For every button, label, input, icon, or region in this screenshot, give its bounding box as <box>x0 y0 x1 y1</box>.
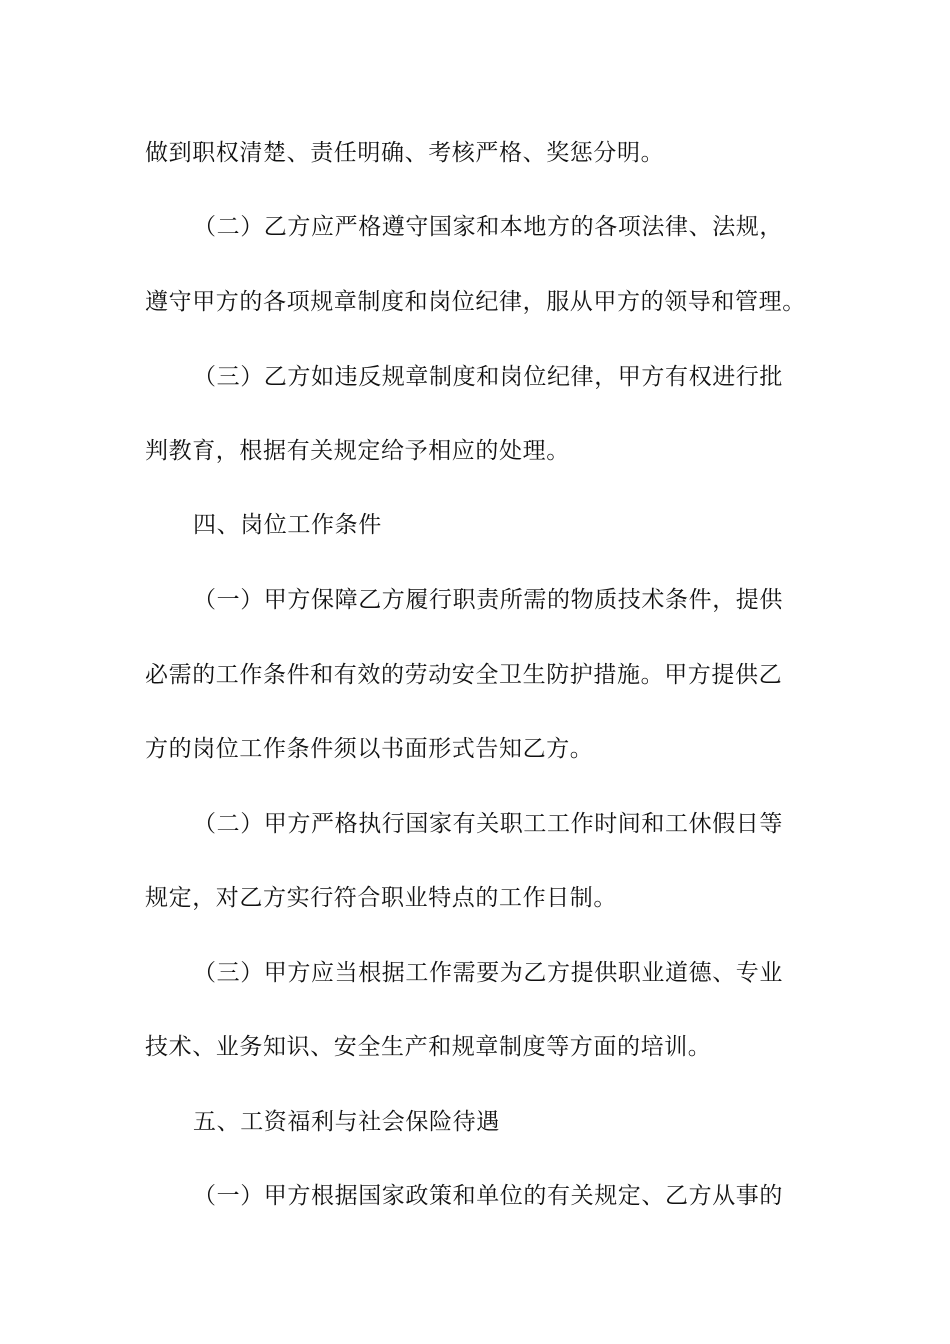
paragraph-line-2: （二）乙方应严格遵守国家和本地方的各项法律、法规， <box>193 214 783 240</box>
paragraph-line-15: （一）甲方根据国家政策和单位的有关规定、乙方从事的 <box>193 1183 783 1209</box>
paragraph-line-8: 必需的工作条件和有效的劳动安全卫生防护措施。甲方提供乙 <box>145 662 783 688</box>
paragraph-line-12: （三）甲方应当根据工作需要为乙方提供职业道德、专业 <box>193 960 783 986</box>
paragraph-line-13: 技术、业务知识、安全生产和规章制度等方面的培训。 <box>145 1034 712 1060</box>
paragraph-line-5: 判教育，根据有关规定给予相应的处理。 <box>145 438 570 464</box>
paragraph-line-1: 做到职权清楚、责任明确、考核严格、奖惩分明。 <box>145 140 665 166</box>
paragraph-line-7: （一）甲方保障乙方履行职责所需的物质技术条件，提供 <box>193 587 783 613</box>
section-heading-4: 四、岗位工作条件 <box>193 512 382 538</box>
paragraph-line-3: 遵守甲方的各项规章制度和岗位纪律，服从甲方的领导和管理。 <box>145 289 806 315</box>
paragraph-line-4: （三）乙方如违反规章制度和岗位纪律，甲方有权进行批 <box>193 364 783 390</box>
section-heading-5: 五、工资福利与社会保险待遇 <box>193 1109 500 1135</box>
paragraph-line-10: （二）甲方严格执行国家有关职工工作时间和工休假日等 <box>193 811 783 837</box>
paragraph-line-11: 规定，对乙方实行符合职业特点的工作日制。 <box>145 885 617 911</box>
paragraph-line-9: 方的岗位工作条件须以书面形式告知乙方。 <box>145 736 594 762</box>
